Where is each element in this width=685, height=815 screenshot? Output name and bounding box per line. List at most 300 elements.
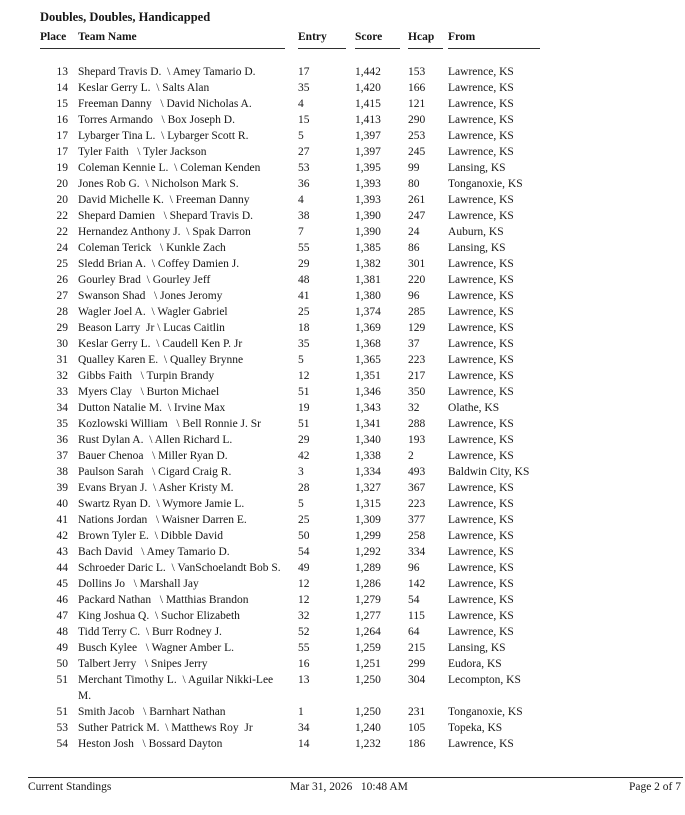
from-cell: Lawrence, KS	[448, 562, 514, 574]
hcap-cell: 24	[408, 226, 420, 238]
entry-cell: 14	[298, 738, 310, 750]
entry-cell: 27	[298, 146, 310, 158]
score-cell: 1,334	[355, 466, 381, 478]
table-row	[40, 256, 658, 272]
place-cell: 42	[56, 530, 68, 542]
place-cell: 34	[56, 402, 68, 414]
team-cell: Shepard Travis D. \ Amey Tamario D.	[78, 66, 256, 78]
score-cell: 1,365	[355, 354, 381, 366]
from-cell: Topeka, KS	[448, 722, 503, 734]
entry-cell: 35	[298, 82, 310, 94]
table-row	[40, 496, 658, 512]
place-cell: 39	[56, 482, 68, 494]
place-cell: 49	[56, 642, 68, 654]
col-header-team: Team Name	[78, 31, 137, 43]
table-row	[40, 384, 658, 400]
table-row	[40, 576, 658, 592]
place-cell: 33	[56, 386, 68, 398]
table-row	[40, 288, 658, 304]
from-cell: Lawrence, KS	[448, 146, 514, 158]
place-cell: 22	[56, 226, 68, 238]
from-cell: Baldwin City, KS	[448, 466, 530, 478]
score-cell: 1,292	[355, 546, 381, 558]
table-row	[40, 320, 658, 336]
team-cell: Coleman Kennie L. \ Coleman Kenden	[78, 162, 261, 174]
team-cell: Dutton Natalie M. \ Irvine Max	[78, 402, 226, 414]
table-row	[40, 176, 658, 192]
entry-cell: 18	[298, 322, 310, 334]
score-cell: 1,259	[355, 642, 381, 654]
entry-cell: 4	[298, 194, 304, 206]
from-cell: Lawrence, KS	[448, 626, 514, 638]
table-row	[40, 192, 658, 208]
from-cell: Olathe, KS	[448, 402, 500, 414]
header-row	[40, 30, 658, 49]
table-row	[40, 144, 658, 160]
table-row	[40, 592, 658, 608]
team-cell: Brown Tyler E. \ Dibble David	[78, 530, 223, 542]
team-cell: Dollins Jo \ Marshall Jay	[78, 578, 199, 590]
place-cell: 24	[56, 242, 68, 254]
place-cell: 36	[56, 434, 68, 446]
team-cell: Bauer Chenoa \ Miller Ryan D.	[78, 450, 228, 462]
hcap-cell: 253	[408, 130, 426, 142]
table-row	[40, 512, 658, 528]
from-cell: Lecompton, KS	[448, 674, 521, 686]
col-header-hcap-cell	[408, 30, 448, 49]
from-cell: Lawrence, KS	[448, 738, 514, 750]
score-cell: 1,327	[355, 482, 381, 494]
team-cell: Freeman Danny \ David Nicholas A.	[78, 98, 252, 110]
table-row	[40, 560, 658, 576]
from-cell: Lawrence, KS	[448, 370, 514, 382]
hcap-cell: 121	[408, 98, 426, 110]
entry-cell: 7	[298, 226, 304, 238]
table-row	[40, 368, 658, 384]
table-row	[40, 624, 658, 640]
team-cell: Myers Clay \ Burton Michael	[78, 386, 220, 398]
from-cell: Lawrence, KS	[448, 594, 514, 606]
score-cell: 1,250	[355, 706, 381, 718]
team-cell: Rust Dylan A. \ Allen Richard L.	[78, 434, 233, 446]
team-cell: Evans Bryan J. \ Asher Kristy M.	[78, 482, 234, 494]
entry-cell: 50	[298, 530, 310, 542]
from-cell: Lansing, KS	[448, 242, 506, 254]
hcap-cell: 261	[408, 194, 426, 206]
hcap-cell: 231	[408, 706, 426, 718]
from-cell: Lawrence, KS	[448, 498, 514, 510]
score-cell: 1,381	[355, 274, 381, 286]
standings-table	[40, 30, 658, 752]
entry-cell: 51	[298, 386, 310, 398]
entry-cell: 12	[298, 370, 310, 382]
place-cell: 32	[56, 370, 68, 382]
score-cell: 1,397	[355, 146, 381, 158]
from-cell: Lawrence, KS	[448, 290, 514, 302]
entry-cell: 53	[298, 162, 310, 174]
table-row	[40, 608, 658, 624]
hcap-cell: 86	[408, 242, 420, 254]
team-cell: David Michelle K. \ Freeman Danny	[78, 194, 250, 206]
entry-cell: 12	[298, 578, 310, 590]
entry-cell: 49	[298, 562, 310, 574]
hcap-cell: 2	[408, 450, 414, 462]
table-row	[40, 544, 658, 560]
entry-cell: 5	[298, 130, 304, 142]
col-header-score-cell	[355, 30, 408, 49]
team-cell: Schroeder Daric L. \ VanSchoelandt Bob S.	[78, 562, 281, 574]
hcap-cell: 288	[408, 418, 426, 430]
team-cell: Qualley Karen E. \ Qualley Brynne	[78, 354, 244, 366]
from-cell: Lawrence, KS	[448, 546, 514, 558]
table-row	[40, 672, 658, 704]
score-cell: 1,279	[355, 594, 381, 606]
hcap-cell: 115	[408, 610, 425, 622]
team-cell: Merchant Timothy L. \ Aguilar Nikki-Lee M.	[78, 674, 277, 702]
place-cell: 51	[56, 674, 68, 686]
hcap-cell: 377	[408, 514, 426, 526]
score-cell: 1,368	[355, 338, 381, 350]
table-row	[40, 704, 658, 720]
hcap-cell: 80	[408, 178, 420, 190]
entry-cell: 35	[298, 338, 310, 350]
table-row	[40, 432, 658, 448]
hcap-cell: 166	[408, 82, 426, 94]
place-cell: 50	[56, 658, 68, 670]
from-cell: Lawrence, KS	[448, 66, 514, 78]
from-cell: Lawrence, KS	[448, 530, 514, 542]
score-cell: 1,299	[355, 530, 381, 542]
team-cell: Packard Nathan \ Matthias Brandon	[78, 594, 249, 606]
from-cell: Lawrence, KS	[448, 434, 514, 446]
from-cell: Lawrence, KS	[448, 114, 514, 126]
hcap-cell: 129	[408, 322, 426, 334]
team-cell: Coleman Terick \ Kunkle Zach	[78, 242, 226, 254]
from-cell: Lawrence, KS	[448, 578, 514, 590]
team-cell: Shepard Damien \ Shepard Travis D.	[78, 210, 254, 222]
from-cell: Lawrence, KS	[448, 450, 514, 462]
score-cell: 1,420	[355, 82, 381, 94]
col-header-hcap: Hcap	[408, 30, 443, 49]
score-cell: 1,264	[355, 626, 381, 638]
entry-cell: 3	[298, 466, 304, 478]
table-row	[40, 112, 658, 128]
hcap-cell: 304	[408, 674, 426, 686]
hcap-cell: 301	[408, 258, 426, 270]
place-cell: 22	[56, 210, 68, 222]
table-row	[40, 304, 658, 320]
place-cell: 14	[56, 82, 68, 94]
score-cell: 1,442	[355, 66, 381, 78]
team-cell: Hernandez Anthony J. \ Spak Darron	[78, 226, 251, 238]
hcap-cell: 153	[408, 66, 426, 78]
place-cell: 28	[56, 306, 68, 318]
hcap-cell: 299	[408, 658, 426, 670]
team-cell: Keslar Gerry L. \ Salts Alan	[78, 82, 210, 94]
footer-report-name: Current Standings	[28, 781, 112, 793]
entry-cell: 12	[298, 594, 310, 606]
from-cell: Tonganoxie, KS	[448, 706, 523, 718]
hcap-cell: 96	[408, 562, 420, 574]
place-cell: 16	[56, 114, 68, 126]
table-row	[40, 336, 658, 352]
table-row	[40, 416, 658, 432]
col-header-score: Score	[355, 30, 400, 49]
place-cell: 29	[56, 322, 68, 334]
score-cell: 1,315	[355, 498, 381, 510]
hcap-cell: 105	[408, 722, 426, 734]
page-footer	[0, 781, 685, 801]
place-cell: 25	[56, 258, 68, 270]
team-cell: Sledd Brian A. \ Coffey Damien J.	[78, 258, 240, 270]
score-cell: 1,309	[355, 514, 381, 526]
from-cell: Lansing, KS	[448, 642, 506, 654]
score-cell: 1,393	[355, 178, 381, 190]
team-cell: Swartz Ryan D. \ Wymore Jamie L.	[78, 498, 245, 510]
score-cell: 1,240	[355, 722, 381, 734]
entry-cell: 52	[298, 626, 310, 638]
place-cell: 46	[56, 594, 68, 606]
hcap-cell: 99	[408, 162, 420, 174]
team-cell: Gibbs Faith \ Turpin Brandy	[78, 370, 215, 382]
entry-cell: 17	[298, 66, 310, 78]
place-cell: 54	[56, 738, 68, 750]
hcap-cell: 37	[408, 338, 420, 350]
entry-cell: 42	[298, 450, 310, 462]
team-cell: Bach David \ Amey Tamario D.	[78, 546, 230, 558]
score-cell: 1,369	[355, 322, 381, 334]
entry-cell: 36	[298, 178, 310, 190]
team-cell: Beason Larry Jr \ Lucas Caitlin	[78, 322, 225, 334]
team-cell: Tyler Faith \ Tyler Jackson	[78, 146, 207, 158]
col-header-from-cell	[448, 30, 658, 49]
hcap-cell: 220	[408, 274, 426, 286]
entry-cell: 29	[298, 434, 310, 446]
entry-cell: 15	[298, 114, 310, 126]
header-underline-place-team	[40, 30, 285, 49]
from-cell: Lansing, KS	[448, 162, 506, 174]
from-cell: Lawrence, KS	[448, 194, 514, 206]
score-cell: 1,340	[355, 434, 381, 446]
place-cell: 26	[56, 274, 68, 286]
from-cell: Lawrence, KS	[448, 386, 514, 398]
score-cell: 1,415	[355, 98, 381, 110]
hcap-cell: 334	[408, 546, 426, 558]
team-cell: Gourley Brad \ Gourley Jeff	[78, 274, 211, 286]
score-cell: 1,341	[355, 418, 381, 430]
col-header-place: Place	[40, 31, 67, 43]
team-cell: Nations Jordan \ Waisner Darren E.	[78, 514, 247, 526]
place-cell: 47	[56, 610, 68, 622]
table-row	[40, 240, 658, 256]
table-row	[40, 352, 658, 368]
score-cell: 1,286	[355, 578, 381, 590]
entry-cell: 13	[298, 674, 310, 686]
entry-cell: 38	[298, 210, 310, 222]
entry-cell: 48	[298, 274, 310, 286]
col-header-entry-cell	[298, 30, 355, 49]
col-header-from: From	[448, 30, 540, 49]
from-cell: Lawrence, KS	[448, 98, 514, 110]
team-cell: Suther Patrick M. \ Matthews Roy Jr	[78, 722, 253, 734]
place-cell: 51	[56, 706, 68, 718]
entry-cell: 28	[298, 482, 310, 494]
from-cell: Lawrence, KS	[448, 610, 514, 622]
from-cell: Lawrence, KS	[448, 82, 514, 94]
from-cell: Lawrence, KS	[448, 306, 514, 318]
table-row	[40, 400, 658, 416]
hcap-cell: 142	[408, 578, 426, 590]
from-cell: Lawrence, KS	[448, 130, 514, 142]
hcap-cell: 367	[408, 482, 426, 494]
team-cell: Torres Armando \ Box Joseph D.	[78, 114, 235, 126]
hcap-cell: 217	[408, 370, 426, 382]
score-cell: 1,346	[355, 386, 381, 398]
hcap-cell: 54	[408, 594, 420, 606]
score-cell: 1,250	[355, 674, 381, 686]
team-cell: Heston Josh \ Bossard Dayton	[78, 738, 223, 750]
table-row	[40, 128, 658, 144]
from-cell: Lawrence, KS	[448, 338, 514, 350]
from-cell: Lawrence, KS	[448, 482, 514, 494]
place-cell: 17	[56, 146, 68, 158]
place-cell: 17	[56, 130, 68, 142]
place-cell: 41	[56, 514, 68, 526]
table-row	[40, 448, 658, 464]
table-row	[40, 224, 658, 240]
table-header	[40, 30, 658, 49]
from-cell: Auburn, KS	[448, 226, 504, 238]
entry-cell: 32	[298, 610, 310, 622]
from-cell: Eudora, KS	[448, 658, 502, 670]
hcap-cell: 245	[408, 146, 426, 158]
team-cell: Keslar Gerry L. \ Caudell Ken P. Jr	[78, 338, 243, 350]
place-cell: 30	[56, 338, 68, 350]
team-cell: Busch Kylee \ Wagner Amber L.	[78, 642, 234, 654]
entry-cell: 4	[298, 98, 304, 110]
table-row	[40, 640, 658, 656]
entry-cell: 25	[298, 306, 310, 318]
hcap-cell: 186	[408, 738, 426, 750]
place-cell: 45	[56, 578, 68, 590]
table-body	[40, 49, 658, 752]
footer-datetime: Mar 31, 2026 10:48 AM	[290, 781, 408, 793]
place-cell: 13	[56, 66, 68, 78]
table-row	[40, 80, 658, 96]
place-cell: 48	[56, 626, 68, 638]
place-cell: 53	[56, 722, 68, 734]
hcap-cell: 285	[408, 306, 426, 318]
place-cell: 44	[56, 562, 68, 574]
team-cell: Tidd Terry C. \ Burr Rodney J.	[78, 626, 222, 638]
footer-divider	[28, 777, 683, 778]
score-cell: 1,390	[355, 210, 381, 222]
score-cell: 1,251	[355, 658, 381, 670]
score-cell: 1,374	[355, 306, 381, 318]
team-cell: Swanson Shad \ Jones Jeromy	[78, 290, 223, 302]
entry-cell: 5	[298, 354, 304, 366]
report-title: Doubles, Doubles, Handicapped	[40, 10, 211, 24]
place-cell: 27	[56, 290, 68, 302]
entry-cell: 19	[298, 402, 310, 414]
from-cell: Lawrence, KS	[448, 354, 514, 366]
score-cell: 1,289	[355, 562, 381, 574]
entry-cell: 55	[298, 242, 310, 254]
team-cell: Lybarger Tina L. \ Lybarger Scott R.	[78, 130, 249, 142]
team-cell: Wagler Joel A. \ Wagler Gabriel	[78, 306, 228, 318]
team-cell: King Joshua Q. \ Suchor Elizabeth	[78, 610, 240, 622]
hcap-cell: 193	[408, 434, 426, 446]
from-cell: Lawrence, KS	[448, 210, 514, 222]
entry-cell: 41	[298, 290, 310, 302]
place-cell: 31	[56, 354, 68, 366]
place-cell: 19	[56, 162, 68, 174]
place-cell: 37	[56, 450, 68, 462]
footer-page-number: Page 2 of 7	[628, 781, 681, 793]
team-cell: Talbert Jerry \ Snipes Jerry	[78, 658, 208, 670]
entry-cell: 51	[298, 418, 310, 430]
team-cell: Paulson Sarah \ Cigard Craig R.	[78, 466, 232, 478]
score-cell: 1,395	[355, 162, 381, 174]
hcap-cell: 223	[408, 498, 426, 510]
team-cell: Kozlowski William \ Bell Ronnie J. Sr	[78, 418, 262, 430]
table-row	[40, 720, 658, 736]
score-cell: 1,382	[355, 258, 381, 270]
score-cell: 1,397	[355, 130, 381, 142]
entry-cell: 55	[298, 642, 310, 654]
hcap-cell: 215	[408, 642, 426, 654]
hcap-cell: 32	[408, 402, 420, 414]
table-row	[40, 49, 658, 80]
from-cell: Lawrence, KS	[448, 418, 514, 430]
from-cell: Lawrence, KS	[448, 514, 514, 526]
table-row	[40, 656, 658, 672]
hcap-cell: 247	[408, 210, 426, 222]
score-cell: 1,385	[355, 242, 381, 254]
from-cell: Lawrence, KS	[448, 274, 514, 286]
entry-cell: 34	[298, 722, 310, 734]
score-cell: 1,393	[355, 194, 381, 206]
score-cell: 1,380	[355, 290, 381, 302]
from-cell: Lawrence, KS	[448, 258, 514, 270]
place-cell: 38	[56, 466, 68, 478]
team-cell: Smith Jacob \ Barnhart Nathan	[78, 706, 226, 718]
hcap-cell: 350	[408, 386, 426, 398]
hcap-cell: 258	[408, 530, 426, 542]
place-cell: 20	[56, 178, 68, 190]
score-cell: 1,232	[355, 738, 381, 750]
score-cell: 1,277	[355, 610, 381, 622]
col-header-entry: Entry	[298, 30, 346, 49]
score-cell: 1,338	[355, 450, 381, 462]
from-cell: Tonganoxie, KS	[448, 178, 523, 190]
hcap-cell: 64	[408, 626, 420, 638]
place-cell: 35	[56, 418, 68, 430]
score-cell: 1,390	[355, 226, 381, 238]
table-row	[40, 528, 658, 544]
table-row	[40, 464, 658, 480]
table-row	[40, 736, 658, 752]
col-header-place-team	[40, 30, 298, 49]
entry-cell: 54	[298, 546, 310, 558]
entry-cell: 16	[298, 658, 310, 670]
table-row	[40, 96, 658, 112]
table-row	[40, 480, 658, 496]
table-row	[40, 208, 658, 224]
entry-cell: 25	[298, 514, 310, 526]
place-cell: 15	[56, 98, 68, 110]
table-row	[40, 160, 658, 176]
